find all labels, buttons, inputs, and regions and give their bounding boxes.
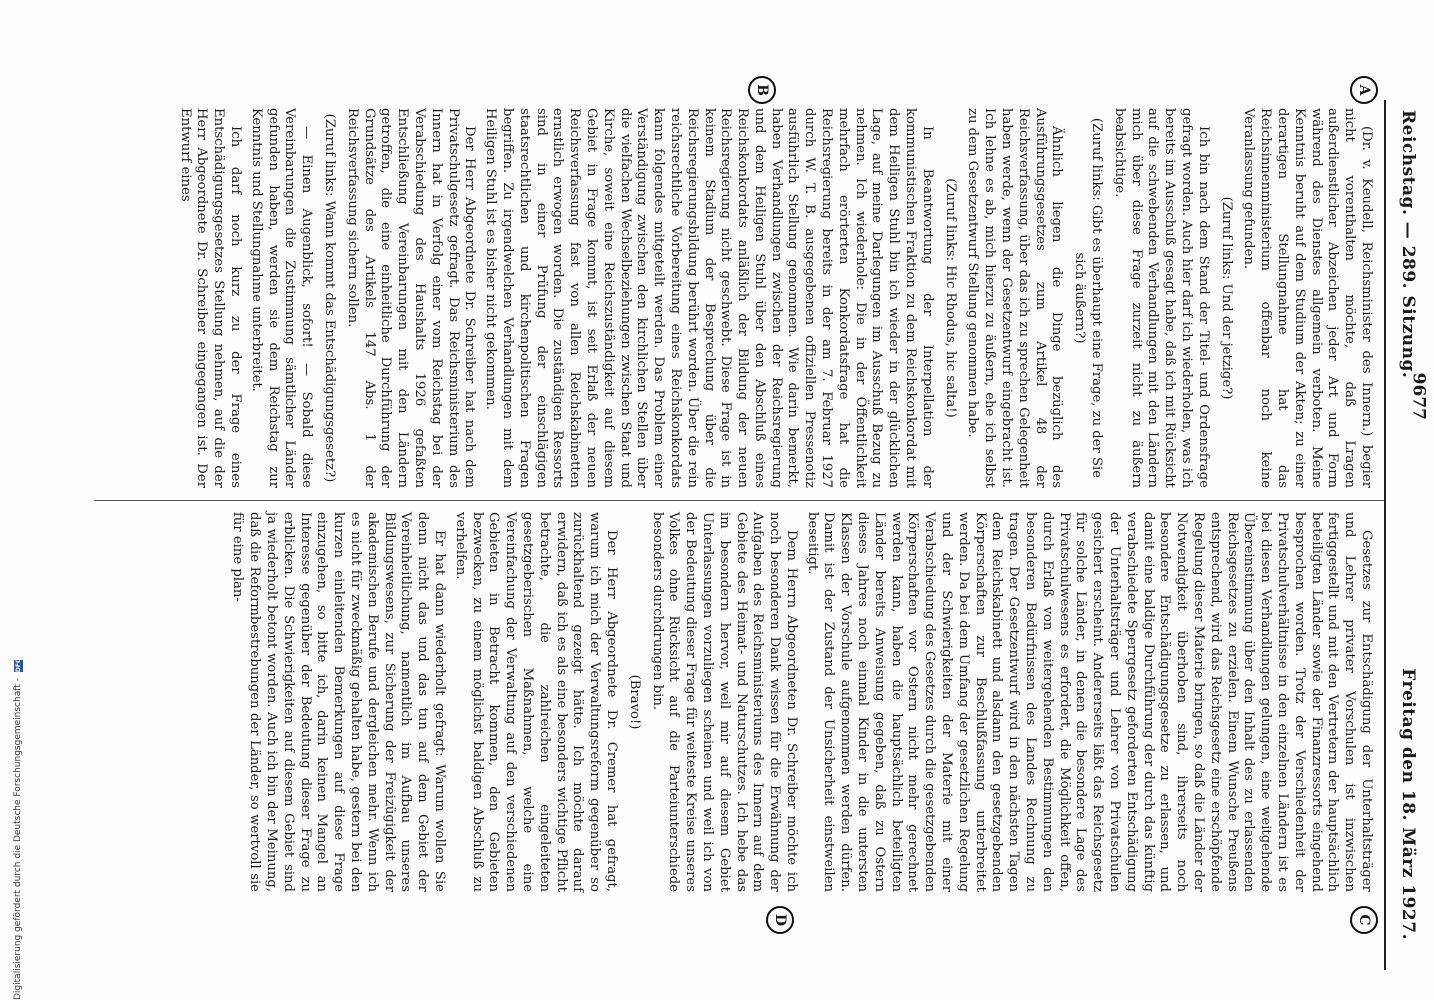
side-credit bbox=[0, 0, 36, 1000]
paragraph: Ich bin nach dem Stand der Titel- und Ordensfrage gefragt worden. Auch hier darf ich wiederholen, was ich bereits im Ausschuß gesagt habe, daß ich mit Rücksicht auf die schwebenden Verhandlungen mit den Ländern mich über diese Frage zurzeit nicht zu äußern beabsichtige. bbox=[1111, 108, 1211, 488]
paragraph: Ich darf noch kurz zu der Frage eines Entschädigungsgesetzes Stellung nehmen, auf die der Herr Abgeordnete Dr. Schreiber eingegangen ist. Der Entwurf eines bbox=[177, 108, 243, 488]
interjection: (Zuruf links: Wann kommt das Entschädigungsgesetz?) bbox=[321, 113, 337, 483]
paragraph: Der Herr Abgeordnete Dr. Cremer hat gefragt, warum ich mich der Verwaltungsreform gegenüber so zurückhaltend gezeigt hätte. Ich möchte darauf erwidern, daß ich es als eine besonders wichtige Pflicht betrachte, die zahlreichen eingeleiteten gesetzgeberischen Maßnahmen, welche eine Vereinfachung der Verwaltung auf den verschiedenen Gebieten in Betracht kommen, den Gebieten bezwecken, zu einem möglichst baldigen Abschluß zu verhelfen. bbox=[452, 512, 619, 892]
paragraph: Gesetzes zur Entschädigung der Unterhaltsträger und Lehrer privater Vorschulen ist inzwischen fertiggestellt und mit den Vertretern der hauptsächlich beteiligten Länder sowie der Finanzressorts eingehend besprochen worden. Trotz der Verschiedenheit der Privatschulverhältnisse in den einzelnen Ländern ist es bei diesen Verhandlungen gelungen, eine weitgehende Übereinstimmung über den Inhalt des zu erlassenden Reichsgesetzes zu erzielen. Einem Wunsche Preußens entsprechend, wird das Reichsgesetz eine erschöpfende Regelung dieser Materie bringen, so daß die Länder der Notwendigkeit überhoben sind, ihrerseits noch besondere Entschädigungsgesetze zu erlassen, und damit eine baldige Durchführung der durch das künftig verabschiedete Sperrgesetz geforderten Entschädigung der Unterhaltsträger und Lehrer von Privatschulen gesichert erscheint. Andererseits läßt das Reichsgesetz für solche Länder, in denen die besondere Lage des Privatschulwesens es erfordert, die Möglichkeit offen, durch Erlaß von weitergehenden Bestimmungen den besonderen Bedürfnissen des Landes Rechnung zu tragen. Der Gesetzentwurf wird in den nächsten Tagen dem Reichskabinett und alsdann den gesetzgebenden Körperschaften zur Beschlußfassung unterbreitet werden. Da bei dem Umfang der gesetzlichen Regelung und der Schwierigkeiten der Materie mit einer Verabschiedung des Gesetzes durch die gesetzgebenden Körperschaften vor Ostern nicht mehr gerechnet werden kann, haben die hauptsächlich beteiligten Länder bereits Anweisung gegeben, daß zu Ostern dieses Jahres noch einmal Kinder in die untersten Klassen der Vorschule aufgenommen werden dürfen. Damit ist der Zustand der Unsicherheit einstweilen beseitigt. bbox=[804, 512, 1374, 892]
paragraph: Der Herr Abgeordnete Dr. Schreiber hat nach dem Privatschulgesetz gefragt. Das Reichsministerium des Innern hat in Verfolg einer vom Reichstag bei der Verabschiedung des Haushalts 1926 gefaßten Entschließung Vereinbarungen mit den Ländern getroffen, die eine einheitliche Durchführung der Grundsätze des Artikels 147 Abs. 1 der Reichsverfassung sichern sollen. bbox=[344, 108, 478, 488]
paragraph: Ähnlich liegen die Dinge bezüglich des Ausführungsgesetzes zum Artikel 48 der Reichsverfassung, über das ich zu sprechen Gelegenheit haben werde, wenn der Gesetzentwurf eingebracht ist. Ich lehne es ab, mich hierzu zu äußern, ehe ich selbst zu dem Gesetzentwurf Stellung genommen habe. bbox=[965, 108, 1065, 488]
paragraph: Er hat dann wiederholt gefragt: Warum wollen Sie denn nicht das und das tun auf dem Gebiet der Vereinheitlichung, namentlich im Aufbau unseres Bildungswesens, zur Sicherung der Freizügigkeit der akademischen Berufe und dergleichen mehr. Wenn ich es nicht für zweckmäßig gehalten habe, gestern bei den kurzen einleitenden Bemerkungen auf diese Frage einzugehen, so bitte ich, darin keinen Mangel an Interesse gegenüber der Bedeutung dieser Frage zu erblicken. Die Schwierigkeiten auf diesem Gebiet sind ja wiederholt betont worden. Auch ich bin der Meinung, daß die Reformbestrebungen der Länder, so wertvoll sie für eine plan- bbox=[230, 512, 447, 892]
paragraph: — Einen Augenblick, sofort! — Sobald diese Vereinbarungen die Zustimmung sämtlicher Länder gefunden haben, werden sie dem Reichstag zur Kenntnis und Stellungnahme unterbreitet. bbox=[248, 108, 315, 488]
margin-marker-a: A bbox=[1350, 76, 1378, 104]
margin-marker-c: C bbox=[1350, 906, 1378, 934]
interjection: (Zuruf links: Und der jetzige?) bbox=[1218, 196, 1234, 400]
margin-marker-b: B bbox=[748, 76, 776, 104]
interjection: (Zuruf links: Hic Rhodus, hic salta!) bbox=[942, 178, 958, 418]
paragraph: Dem Herrn Abgeordneten Dr. Schreiber möchte ich noch besonderen Dank wissen für die Erwähnung der Aufgaben des Reichsministeriums des Innern auf dem Gebiete des Heimat- und Naturschutzes. Ich hebe das im besondern hervor, weil mir auf diesem Gebiet Unterlassungen vorzuliegen scheinen und weil ich von der Bedeutung dieser Frage für weiteste Kreise unseres Volkes ohne Rücksicht auf die Parteiunterschiede besonders durchdrungen bin. bbox=[649, 512, 799, 892]
left-column bbox=[172, 108, 1374, 488]
margin-marker-d: D bbox=[766, 906, 794, 934]
interjection: (Bravo!) bbox=[626, 674, 642, 730]
right-column bbox=[225, 512, 1374, 892]
interjection: (Zuruf links: Gibt es überhaupt eine Frage, zu der Sie sich äußern?) bbox=[1072, 117, 1105, 479]
dfg-logo: DFG bbox=[14, 658, 22, 673]
paragraph: (Dr. v. Keudell, Reichsminister des Innern.) begier nicht vorenthalten möchte, daß Lragen außerdienstlicher Abzeichen jeder Art und Form während des Dienstes allgemein verboten. Meine Kenntnis beruht auf dem Studium der Akten; zu einer derartigen Stellungnahme hat das Reichsinnenministerium offenbar noch keine Veranlassung gefunden. bbox=[1241, 108, 1374, 488]
page-header bbox=[1386, 100, 1428, 950]
paragraph: In Beantwortung der Interpellation der kommunistischen Fraktion zu dem Reichskonkordat mit dem Heiligen Stuhl bin ich wieder in der glücklichen Lage, auf meine Darlegungen im Ausschuß Bezug zu nehmen. Ich wiederhole: Die in der Öffentlichkeit mehrfach erörterten Konkordatsfrage hat die Reichsregierung bereits in der am 7. Februar 1927 durch W. T. B. ausgegebenen offiziellen Pressenotiz ausführlich Stellung genommen. Wie darin bemerkt, haben Verhandlungen zwischen der Reichsregierung und dem Heiligen Stuhl über den Abschluß eines Reichskonkordats anläßlich der Bildung der neuen Reichsregierung nicht geschwebt. Diese Frage ist in keinem Stadium der Besprechung über die Reichsregierungsbildung berührt worden. Über die rein reichsrechtliche Vorbereitung eines Reichskonkordats kann folgendes mitgeteilt werden. Das Problem einer Verständigung zwischen den kirchlichen Stellen über die vielfachen Wechselbeziehungen zwischen Staat und Kirche, soweit eine Reichszuständigkeit auf diesem Gebiet in Frage kommt, ist seit Erlaß der neuen Reichsverfassung fast von allen Reichskabinetten ernstlich erwogen worden. Die zuständigen Ressorts sind in einer Prüfung der einschlägigen staatsrechtlichen und kirchenpolitischen Fragen begriffen. Zu irgendwelchen Verhandlungen mit dem Heiligen Stuhl ist es bisher nicht gekommen. bbox=[483, 108, 935, 488]
page-number: 9677 bbox=[1408, 372, 1428, 420]
credit-text: Digitalisierung gefördert durch die Deutsche Forschungsgemeinschaft - bbox=[13, 678, 23, 1000]
header-date: Freitag den 18. März 1927. bbox=[1398, 668, 1418, 940]
header-rule bbox=[1384, 100, 1386, 970]
header-left: Reichstag. — 289. Sitzung. bbox=[1398, 110, 1418, 379]
column-divider bbox=[94, 500, 1384, 501]
